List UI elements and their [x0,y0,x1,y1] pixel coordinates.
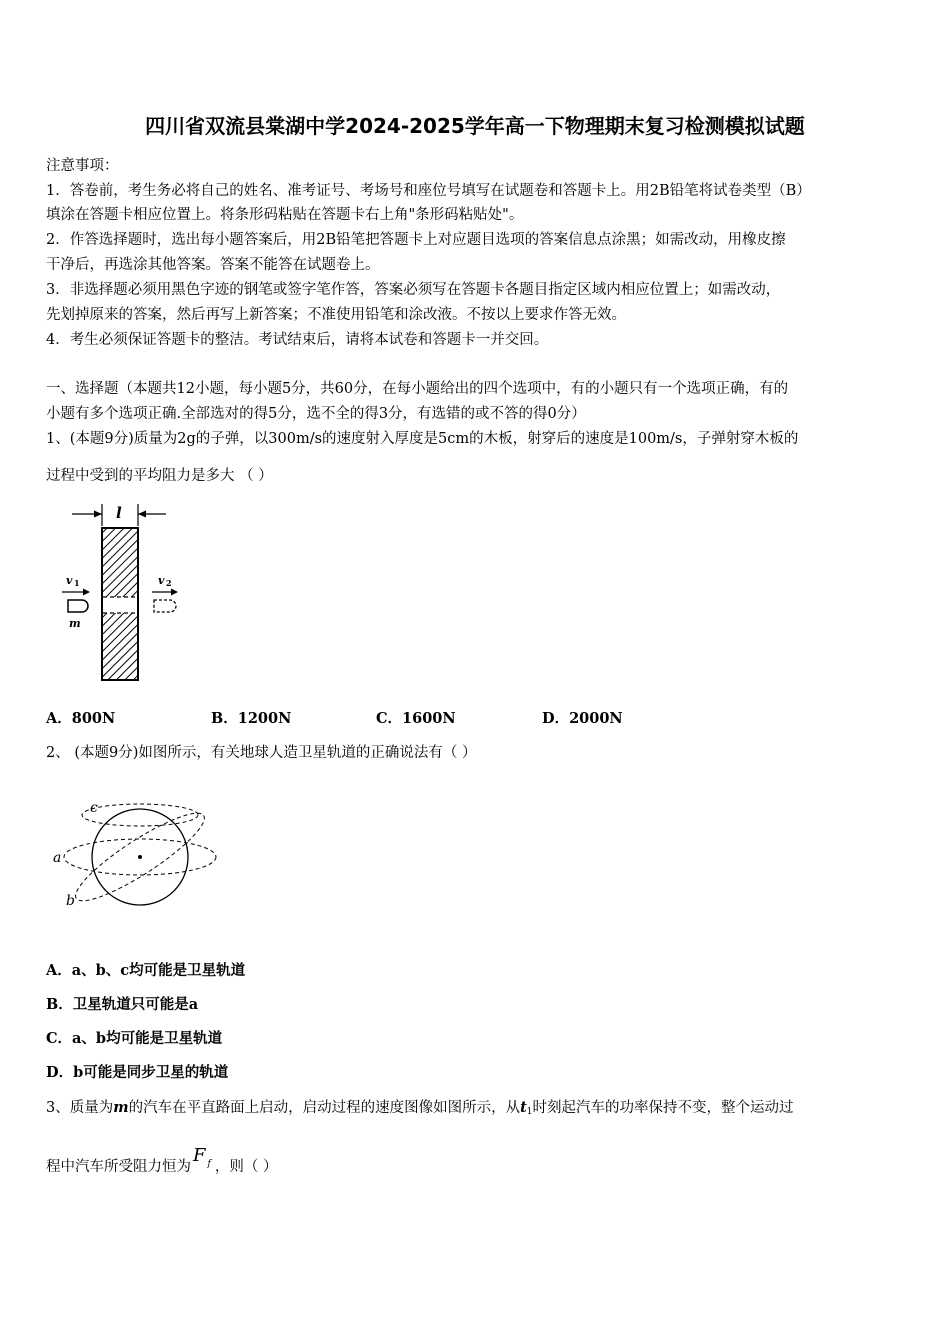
bullet-exit-shape [154,600,176,612]
q1-stem-line1: 1、(本题9分)质量为2g的子弹，以300m/s的速度射入厚度是5cm的木板，射穿后的速度是100m/s，子弹射穿木板的 [46,431,799,447]
notice-item: 4．考生必须保证答题卡的整洁。考试结束后，请将本试卷和答题卡一并交回。 [46,332,549,348]
q3-text: 的汽车在平直路面上启动，启动过程的速度图像如图所示，从 [128,1100,521,1116]
q3-text: ，则（ ） [214,1159,278,1175]
q2-option-c[interactable]: C．a、b均可能是卫星轨道 [46,1030,223,1047]
thickness-label: l [116,504,122,522]
q3-stem-line2 [46,1145,278,1176]
q2-option-b[interactable]: B．卫星轨道只可能是a [46,996,199,1013]
notice-item: 1．答卷前，考生务必将自己的姓名、准考证号、考场号和座位号填写在试题卷和答题卡上。用2B铅笔将试卷类型（B） [46,183,811,199]
page-title: 四川省双流县棠湖中学2024-2025学年高一下物理期末复习检测模拟试题 [145,114,805,138]
q2-option-d[interactable]: D．b可能是同步卫星的轨道 [46,1064,229,1081]
q1-option-d[interactable]: D．2000N [542,710,623,727]
q1-option-a[interactable]: A．800N [46,710,116,727]
q1-option-c[interactable]: C．1600N [376,710,456,727]
notice-item: 2．作答选择题时，选出每小题答案后，用2B铅笔把答题卡上对应题目选项的答案信息点涂黑；如需改动，用橡皮擦 [46,232,786,248]
q2-option-a[interactable]: A．a、b、c均可能是卫星轨道 [46,962,246,979]
q3-stem-line1 [46,1096,794,1117]
q3-text: 时刻起汽车的功率保持不变，整个运动过 [532,1100,794,1116]
q2-orbit-figure [50,782,225,917]
label-c: c [90,800,98,816]
q2-stem: 2、 (本题9分)如图所示，有关地球人造卫星轨道的正确说法有（ ） [46,745,477,761]
notice-item: 3．非选择题必须用黑色字迹的钢笔或签字笔作答，答案必须写在答题卡各题目指定区域内相应位置上；如需改动， [46,282,781,298]
q3-text: 3、质量为 [46,1100,114,1116]
mass-label: m [69,617,81,630]
section-intro-line1: 一、选择题（本题共12小题，每小题5分，共60分，在每小题给出的四个选项中，有的小题只有一个选项正确，有的 [46,381,789,397]
bullet-shape [68,600,88,612]
q3-time-symbol: t [520,1099,527,1116]
q3-force-subscript: f [207,1159,211,1169]
q3-mass-symbol: m [113,1099,129,1116]
notice-item: 填涂在答题卡相应位置上。将条形码粘贴在答题卡右上角"条形码粘贴处"。 [46,207,524,223]
q1-option-b[interactable]: B．1200N [211,710,292,727]
q1-stem-line2: 过程中受到的平均阻力是多大 （ ） [46,468,273,484]
section-intro-line2: 小题有多个选项正确.全部选对的得5分，选不全的得3分，有选错的或不答的得0分） [46,406,586,422]
v1-subscript: 1 [74,578,80,588]
orbit-c [82,804,198,826]
label-a: a [53,850,62,866]
q3-force-symbol: F [193,1145,206,1166]
q3-text: 程中汽车所受阻力恒为 [46,1159,191,1175]
earth-center-dot [138,855,142,859]
q3-time-subscript: 1 [526,1107,533,1117]
notice-item: 干净后，再选涂其他答案。答案不能答在试题卷上。 [46,257,380,273]
v2-subscript: 2 [166,578,172,588]
notice-heading: 注意事项： [46,158,119,174]
bullet-channel [103,597,137,613]
v2-label: v [158,574,165,587]
v1-label: v [66,574,73,587]
q1-board-figure [58,500,188,685]
label-b: b [66,893,75,909]
notice-item: 先划掉原来的答案，然后再写上新答案；不准使用铅笔和涂改液。不按以上要求作答无效。 [46,307,626,323]
